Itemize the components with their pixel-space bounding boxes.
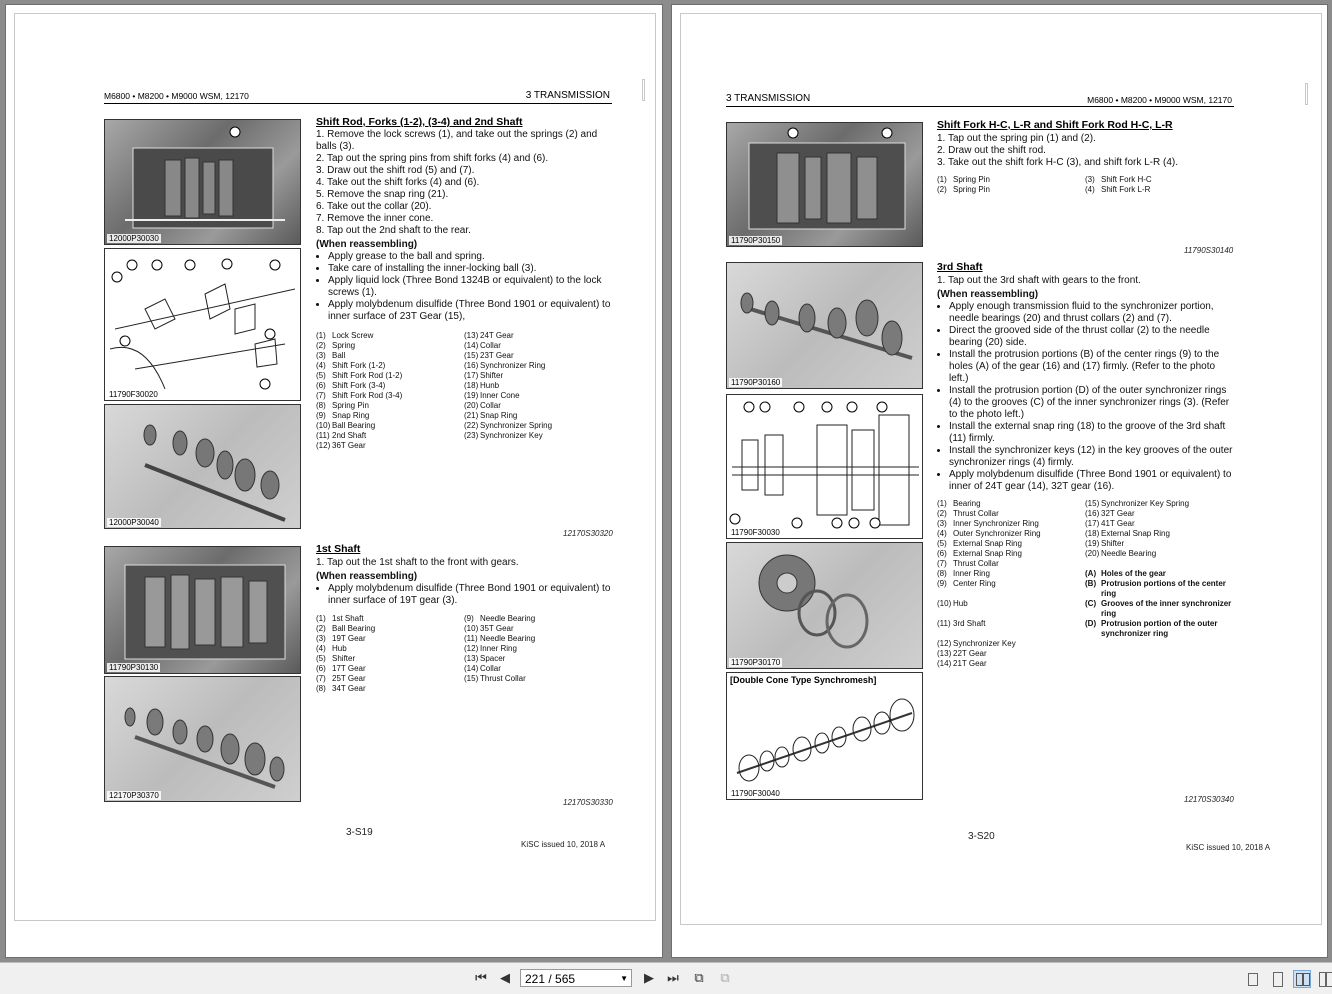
legend-label: Inner Ring (953, 569, 990, 578)
reassembly-heading: (When reassembling) (316, 571, 418, 582)
legend-label (480, 684, 612, 694)
legend-label: Thrust Collar (953, 559, 999, 568)
legend-number: (2) (316, 341, 326, 350)
legend-number: (2) (937, 185, 947, 194)
legend-number: (22) (464, 421, 479, 430)
shift-fork-photo (726, 122, 923, 247)
continuous-page-icon (1273, 972, 1283, 987)
legend-row (316, 614, 612, 624)
legend-number: (10) (937, 599, 952, 608)
legend-number: (3) (316, 351, 326, 360)
parts-legend (316, 614, 612, 694)
legend-row (316, 361, 612, 371)
legend-row (316, 624, 612, 634)
step-item: 1. Tap out the 1st shaft to the front with gears. (316, 557, 519, 568)
legend-row (316, 634, 612, 644)
legend-number: (14) (464, 664, 479, 673)
first-page-icon: ⏮ (475, 970, 487, 985)
rings-illustration (727, 543, 924, 670)
photo-caption: 11790F30020 (109, 390, 158, 399)
legend-row (316, 664, 612, 674)
legend-number: (7) (316, 674, 326, 683)
1st-shaft-photo (104, 546, 301, 674)
photo-caption: 11790F30040 (731, 789, 780, 798)
photo-caption: 11790F30030 (731, 528, 780, 537)
legend-row (937, 579, 1233, 599)
step-item: 7. Remove the inner cone. (316, 213, 434, 224)
legend-label: Snap Ring (480, 411, 518, 420)
legend-label: Ball (332, 351, 346, 360)
legend-label: Collar (480, 401, 501, 410)
section-code: 12170S30340 (1184, 795, 1234, 804)
legend-number: (2) (937, 509, 947, 518)
legend-label: 3rd Shaft (953, 619, 986, 628)
page-number: 3-S19 (346, 827, 373, 838)
step-item: 1. Tap out the 3rd shaft with gears to the front. (937, 275, 1141, 286)
previous-page-button[interactable] (496, 969, 514, 987)
legend-label: 41T Gear (1101, 519, 1135, 528)
legend-number: (3) (937, 519, 947, 528)
legend-row (316, 381, 612, 391)
legend-row (316, 644, 612, 654)
legend-number: (8) (937, 569, 947, 578)
photo-caption: 11790P30160 (731, 378, 781, 387)
legend-row (937, 539, 1233, 549)
section-title: 1st Shaft (316, 543, 361, 555)
section-code: 12170S30320 (563, 529, 613, 538)
legend-number: (18) (464, 381, 479, 390)
last-page-icon: ⏭ (667, 970, 679, 985)
legend-label: Shift Fork (3-4) (332, 381, 386, 390)
legend-label: Spring Pin (953, 185, 990, 194)
section-title: Shift Rod, Forks (1-2), (3-4) and 2nd Shaft (316, 116, 523, 128)
bullet-item: • Install the external snap ring (18) to the groove of the 3rd shaft (11) firmly. (949, 421, 1234, 445)
header-manual-id: M6800 • M8200 • M9000 WSM, 12170 (1087, 95, 1232, 105)
legend-label: 36T Gear (332, 441, 366, 450)
shift-fork-diagram (104, 248, 301, 401)
header-rule (104, 103, 612, 104)
photo-caption: 11790P30130 (109, 663, 159, 672)
legend-number: (19) (464, 391, 479, 400)
legend-label: 22T Gear (953, 649, 987, 658)
legend-label: 23T Gear (480, 351, 514, 360)
legend-label: Shifter (332, 654, 356, 663)
legend-number: (1) (937, 499, 947, 508)
photo-caption: 11790P30170 (731, 658, 781, 667)
legend-number: (3) (316, 634, 326, 643)
legend-label: Center Ring (953, 579, 996, 588)
legend-number: (5) (937, 539, 947, 548)
legend-label (1101, 559, 1233, 569)
crop-mark (642, 79, 645, 101)
legend-label: 25T Gear (332, 674, 366, 683)
legend-number: (1) (316, 614, 326, 623)
legend-label: 35T Gear (480, 624, 514, 633)
bullet-item: • Install the protrusion portion (D) of the outer synchronizer rings (4) to the grooves (C) of the inner synchronizer rings (3). (Refer to the photo left.) (949, 385, 1234, 421)
facing-view-button[interactable] (1293, 970, 1311, 988)
legend-number: (15) (1085, 499, 1100, 508)
legend-number: (23) (464, 431, 479, 440)
facing-continuous-icon (1319, 972, 1326, 987)
legend-number: (9) (937, 579, 947, 588)
header-manual-id: M6800 • M8200 • M9000 WSM, 12170 (104, 91, 249, 101)
legend-label: Collar (480, 341, 501, 350)
bullet-item: • Install the synchronizer keys (12) in the key grooves of the outer synchronizer rings (4) firmly. (949, 445, 1234, 469)
parts-legend (937, 175, 1233, 195)
crop-mark (1305, 83, 1308, 105)
facing-pages-icon (1303, 973, 1310, 986)
legend-label: Grooves of the inner synchronizer ring (1101, 599, 1232, 618)
step-item: 3. Take out the shift fork H-C (3), and shift fork L-R (4). (937, 157, 1179, 168)
reassembly-heading: (When reassembling) (937, 289, 1039, 300)
transmission-photo (104, 119, 301, 245)
page-number: 3-S20 (968, 831, 995, 842)
bullet-item: • Apply liquid lock (Three Bond 1324B or equivalent) to the lock screws (1). (328, 275, 613, 299)
legend-row (316, 411, 612, 421)
legend-row (937, 569, 1233, 579)
next-page-button[interactable] (640, 969, 658, 987)
legend-number: (A) (1085, 569, 1097, 578)
gear-housing-illustration (105, 120, 302, 246)
legend-label: 19T Gear (332, 634, 366, 643)
legend-row (937, 599, 1233, 619)
legend-label: 2nd Shaft (332, 431, 367, 440)
duplicate-view-button[interactable] (716, 969, 734, 987)
legend-label: Shift Fork H-C (1101, 175, 1152, 184)
parts-legend (316, 331, 612, 451)
legend-number: (D) (1085, 619, 1097, 628)
rotate-view-button[interactable] (690, 969, 708, 987)
legend-number: (2) (316, 624, 326, 633)
bullet-item: • Apply grease to the ball and spring. (328, 251, 613, 263)
legend-row (937, 175, 1233, 185)
exploded-3rd-shaft-photo (726, 262, 923, 389)
legend-number: (8) (316, 401, 326, 410)
header-chapter: 3 TRANSMISSION (525, 90, 610, 101)
legend-label: Synchronizer Key (953, 639, 1016, 648)
legend-label (480, 441, 612, 451)
legend-label: Snap Ring (332, 411, 370, 420)
legend-number: (4) (1085, 185, 1095, 194)
legend-label: Needle Bearing (1101, 549, 1157, 558)
legend-row (316, 351, 612, 361)
double-cone-synchromesh-box (726, 672, 923, 800)
facing-pages-icon (1296, 973, 1303, 986)
gear-housing-illustration (727, 123, 924, 248)
legend-row (937, 519, 1233, 529)
legend-number: (17) (1085, 519, 1100, 528)
legend-number: (12) (464, 644, 479, 653)
section-title: Shift Fork H-C, L-R and Shift Fork Rod H-C, L-R (937, 119, 1173, 131)
step-item: 4. Take out the shift forks (4) and (6). (316, 177, 480, 188)
legend-number: (10) (464, 624, 479, 633)
legend-number: (4) (316, 644, 326, 653)
step-item: 1. Tap out the spring pin (1) and (2). (937, 133, 1096, 144)
photo-caption: 12170P30370 (109, 791, 159, 800)
header-chapter: 3 TRANSMISSION (726, 93, 811, 104)
legend-number: (C) (1085, 599, 1097, 608)
legend-number: (5) (316, 371, 326, 380)
legend-number: (1) (937, 175, 947, 184)
issued-note: KiSC issued 10, 2018 A (521, 840, 606, 849)
legend-label: Shifter (480, 371, 504, 380)
legend-label: Thrust Collar (480, 674, 526, 683)
page-indicator: 221 / 565 (525, 972, 576, 986)
legend-label: Inner Ring (480, 644, 517, 653)
section-steps (316, 129, 613, 323)
page-number-select[interactable] (520, 969, 632, 987)
bullet-item: • Apply molybdenum disulfide (Three Bond 1901 or equivalent) to inner surface of 19T gear (3). (328, 583, 613, 607)
legend-label: 1st Shaft (332, 614, 364, 623)
legend-label: Protrusion portion of the outer synchronizer ring (1101, 619, 1218, 638)
box-title: [Double Cone Type Synchromesh] (730, 675, 877, 685)
legend-row (937, 659, 1233, 669)
legend-number: (6) (316, 381, 326, 390)
legend-label: 24T Gear (480, 331, 514, 340)
bullet-item: • Apply molybdenum disulfide (Three Bond 1901 or equivalent) to inner of 24T gear (14), 32T gear (16). (949, 469, 1234, 493)
legend-label: Shift Fork Rod (1-2) (332, 371, 403, 380)
gear-housing-illustration (105, 547, 302, 675)
step-item: 1. Remove the lock screws (1), and take out the springs (2) and balls (3). (316, 129, 598, 152)
photo-caption: 12000P30030 (109, 234, 159, 243)
first-page-button[interactable] (472, 969, 490, 987)
legend-number: (9) (316, 411, 326, 420)
legend-label: 17T Gear (332, 664, 366, 673)
3rd-shaft-section-diagram (726, 394, 923, 539)
legend-row (316, 441, 612, 451)
legend-number: (10) (316, 421, 331, 430)
legend-number: (14) (937, 659, 952, 668)
legend-number: (8) (316, 684, 326, 693)
legend-label: Spring (332, 341, 356, 350)
legend-number: (6) (316, 664, 326, 673)
copy-page-icon: ⧉ (720, 970, 730, 985)
legend-number: (18) (1085, 529, 1100, 538)
step-item: 2. Draw out the shift rod. (937, 145, 1046, 156)
legend-number (1085, 559, 1101, 569)
facing-continuous-icon (1326, 972, 1332, 987)
legend-label: Holes of the gear (1101, 569, 1166, 578)
legend-label (1101, 649, 1233, 659)
exploded-gears-illustration (105, 677, 302, 803)
legend-label: 34T Gear (332, 684, 366, 693)
reassembly-heading: (When reassembling) (316, 239, 418, 250)
section-steps (937, 133, 1234, 169)
legend-number: (20) (464, 401, 479, 410)
legend-number (1085, 659, 1101, 669)
previous-page-icon: ◀ (500, 970, 510, 985)
step-item: 6. Take out the collar (20). (316, 201, 432, 212)
legend-label: Hunb (480, 381, 500, 390)
copy-page-icon: ⧉ (694, 970, 704, 985)
legend-number: (16) (1085, 509, 1100, 518)
legend-number: (9) (464, 614, 474, 623)
legend-number: (13) (464, 331, 479, 340)
legend-number (464, 684, 480, 694)
legend-row (937, 619, 1233, 639)
legend-number: (19) (1085, 539, 1100, 548)
legend-label: Shifter (1101, 539, 1125, 548)
legend-label: Lock Screw (332, 331, 374, 340)
legend-number: (15) (464, 351, 479, 360)
exploded-gears-illustration (105, 405, 302, 530)
legend-number (1085, 649, 1101, 659)
step-item: 2. Tap out the spring pins from shift forks (4) and (6). (316, 153, 549, 164)
legend-row (316, 341, 612, 351)
legend-row (316, 654, 612, 664)
section-steps (316, 557, 613, 607)
parts-legend (937, 499, 1233, 669)
bullet-item: • Take care of installing the inner-locking ball (3). (328, 263, 613, 275)
legend-row (316, 371, 612, 381)
legend-label: Bearing (953, 499, 981, 508)
legend-row (316, 431, 612, 441)
legend-number: (11) (316, 431, 330, 440)
legend-number: (13) (937, 649, 952, 658)
legend-number (464, 441, 480, 451)
legend-label: External Snap Ring (953, 549, 1022, 558)
exploded-1st-shaft-photo (104, 676, 301, 802)
viewer-toolbar (0, 962, 1332, 994)
legend-number: (17) (464, 371, 479, 380)
synchromesh-exploded-drawing (727, 673, 924, 801)
step-item: 3. Draw out the shift rod (5) and (7). (316, 165, 475, 176)
legend-number: (15) (464, 674, 479, 683)
legend-number: (16) (464, 361, 479, 370)
legend-label: Needle Bearing (480, 634, 536, 643)
legend-label: External Snap Ring (953, 539, 1022, 548)
legend-number: (11) (464, 634, 478, 643)
legend-label: Synchronizer Key (480, 431, 543, 440)
legend-row (937, 529, 1233, 539)
legend-number: (4) (316, 361, 326, 370)
legend-label: Outer Synchronizer Ring (953, 529, 1041, 538)
bullet-item: • Apply enough transmission fluid to the synchronizer portion, needle bearings (20) and thrust collars (2) and (7). (949, 301, 1234, 325)
legend-row (316, 684, 612, 694)
shift-fork-line-drawing (105, 249, 302, 402)
bullet-item: • Direct the grooved side of the thrust collar (2) to the needle bearing (20) side. (949, 325, 1234, 349)
photo-caption: 11790P30150 (731, 236, 781, 245)
legend-row (316, 401, 612, 411)
legend-row (937, 499, 1233, 509)
facing-continuous-view-button[interactable] (1316, 970, 1332, 988)
photo-caption: 12000P30040 (109, 518, 159, 527)
legend-number: (12) (937, 639, 952, 648)
legend-row (937, 509, 1233, 519)
legend-label: Needle Bearing (480, 614, 536, 623)
exploded-gears-illustration (727, 263, 924, 390)
legend-number: (3) (1085, 175, 1095, 184)
section-code: 11790S30140 (1184, 246, 1234, 255)
legend-label: Protrusion portions of the center ring (1101, 579, 1226, 598)
legend-label: Ball Bearing (332, 624, 376, 633)
legend-number (1085, 639, 1101, 649)
header-rule (726, 106, 1234, 107)
chevron-down-icon: ▼ (620, 974, 628, 983)
legend-label: 21T Gear (953, 659, 987, 668)
legend-label: Spring Pin (332, 401, 369, 410)
single-page-view-button[interactable] (1243, 970, 1261, 988)
page-3-s19 (5, 4, 663, 958)
last-page-button[interactable] (664, 969, 682, 987)
page-3-s20 (671, 4, 1328, 958)
legend-label (1101, 639, 1233, 649)
legend-label: 32T Gear (1101, 509, 1135, 518)
legend-label: Collar (480, 664, 501, 673)
legend-number: (12) (316, 441, 331, 450)
legend-label: Hub (332, 644, 347, 653)
legend-label (1101, 659, 1233, 669)
legend-number: (B) (1085, 579, 1097, 588)
legend-number: (4) (937, 529, 947, 538)
section-title: 3rd Shaft (937, 261, 983, 273)
section-steps (937, 275, 1234, 493)
legend-label: Shift Fork Rod (3-4) (332, 391, 403, 400)
legend-row (316, 331, 612, 341)
legend-label: Hub (953, 599, 968, 608)
legend-label: Thrust Collar (953, 509, 999, 518)
legend-label: Shift Fork L-R (1101, 185, 1151, 194)
legend-number: (5) (316, 654, 326, 663)
legend-number: (1) (316, 331, 326, 340)
legend-row (937, 649, 1233, 659)
step-item: 5. Remove the snap ring (21). (316, 189, 449, 200)
issued-note: KiSC issued 10, 2018 A (1186, 843, 1271, 852)
legend-number: (13) (464, 654, 479, 663)
legend-row (316, 674, 612, 684)
legend-label: Spacer (480, 654, 506, 663)
single-page-icon (1248, 973, 1258, 986)
legend-label: Synchronizer Spring (480, 421, 553, 430)
legend-label: Inner Synchronizer Ring (953, 519, 1039, 528)
bullet-item: • Apply molybdenum disulfide (Three Bond 1901 or equivalent) to inner surface of 23T Gear (15), (328, 299, 613, 323)
synchronizer-rings-photo (726, 542, 923, 669)
legend-label: Inner Cone (480, 391, 520, 400)
legend-row (316, 421, 612, 431)
legend-label: Ball Bearing (332, 421, 376, 430)
legend-row (937, 185, 1233, 195)
section-code: 12170S30330 (563, 798, 613, 807)
continuous-view-button[interactable] (1268, 970, 1286, 988)
legend-row (937, 559, 1233, 569)
bullet-item: • Install the protrusion portions (B) of the center rings (9) to the holes (A) of the gear (16) and (17) firmly. (Refer to the photo left.) (949, 349, 1234, 385)
legend-number: (21) (464, 411, 479, 420)
shaft-cross-section-drawing (727, 395, 924, 540)
legend-row (937, 639, 1233, 649)
exploded-2nd-shaft-photo (104, 404, 301, 529)
legend-row (937, 549, 1233, 559)
legend-label: Spring Pin (953, 175, 990, 184)
step-item: 8. Tap out the 2nd shaft to the rear. (316, 225, 471, 236)
legend-number: (14) (464, 341, 479, 350)
legend-number: (7) (937, 559, 947, 568)
legend-row (316, 391, 612, 401)
legend-number: (11) (937, 619, 951, 628)
legend-label: External Snap Ring (1101, 529, 1170, 538)
legend-number: (20) (1085, 549, 1100, 558)
legend-label: Shift Fork (1-2) (332, 361, 386, 370)
legend-label: Synchronizer Key Spring (1101, 499, 1190, 508)
legend-number: (6) (937, 549, 947, 558)
next-page-icon: ▶ (644, 970, 654, 985)
legend-number: (7) (316, 391, 326, 400)
legend-label: Synchronizer Ring (480, 361, 546, 370)
